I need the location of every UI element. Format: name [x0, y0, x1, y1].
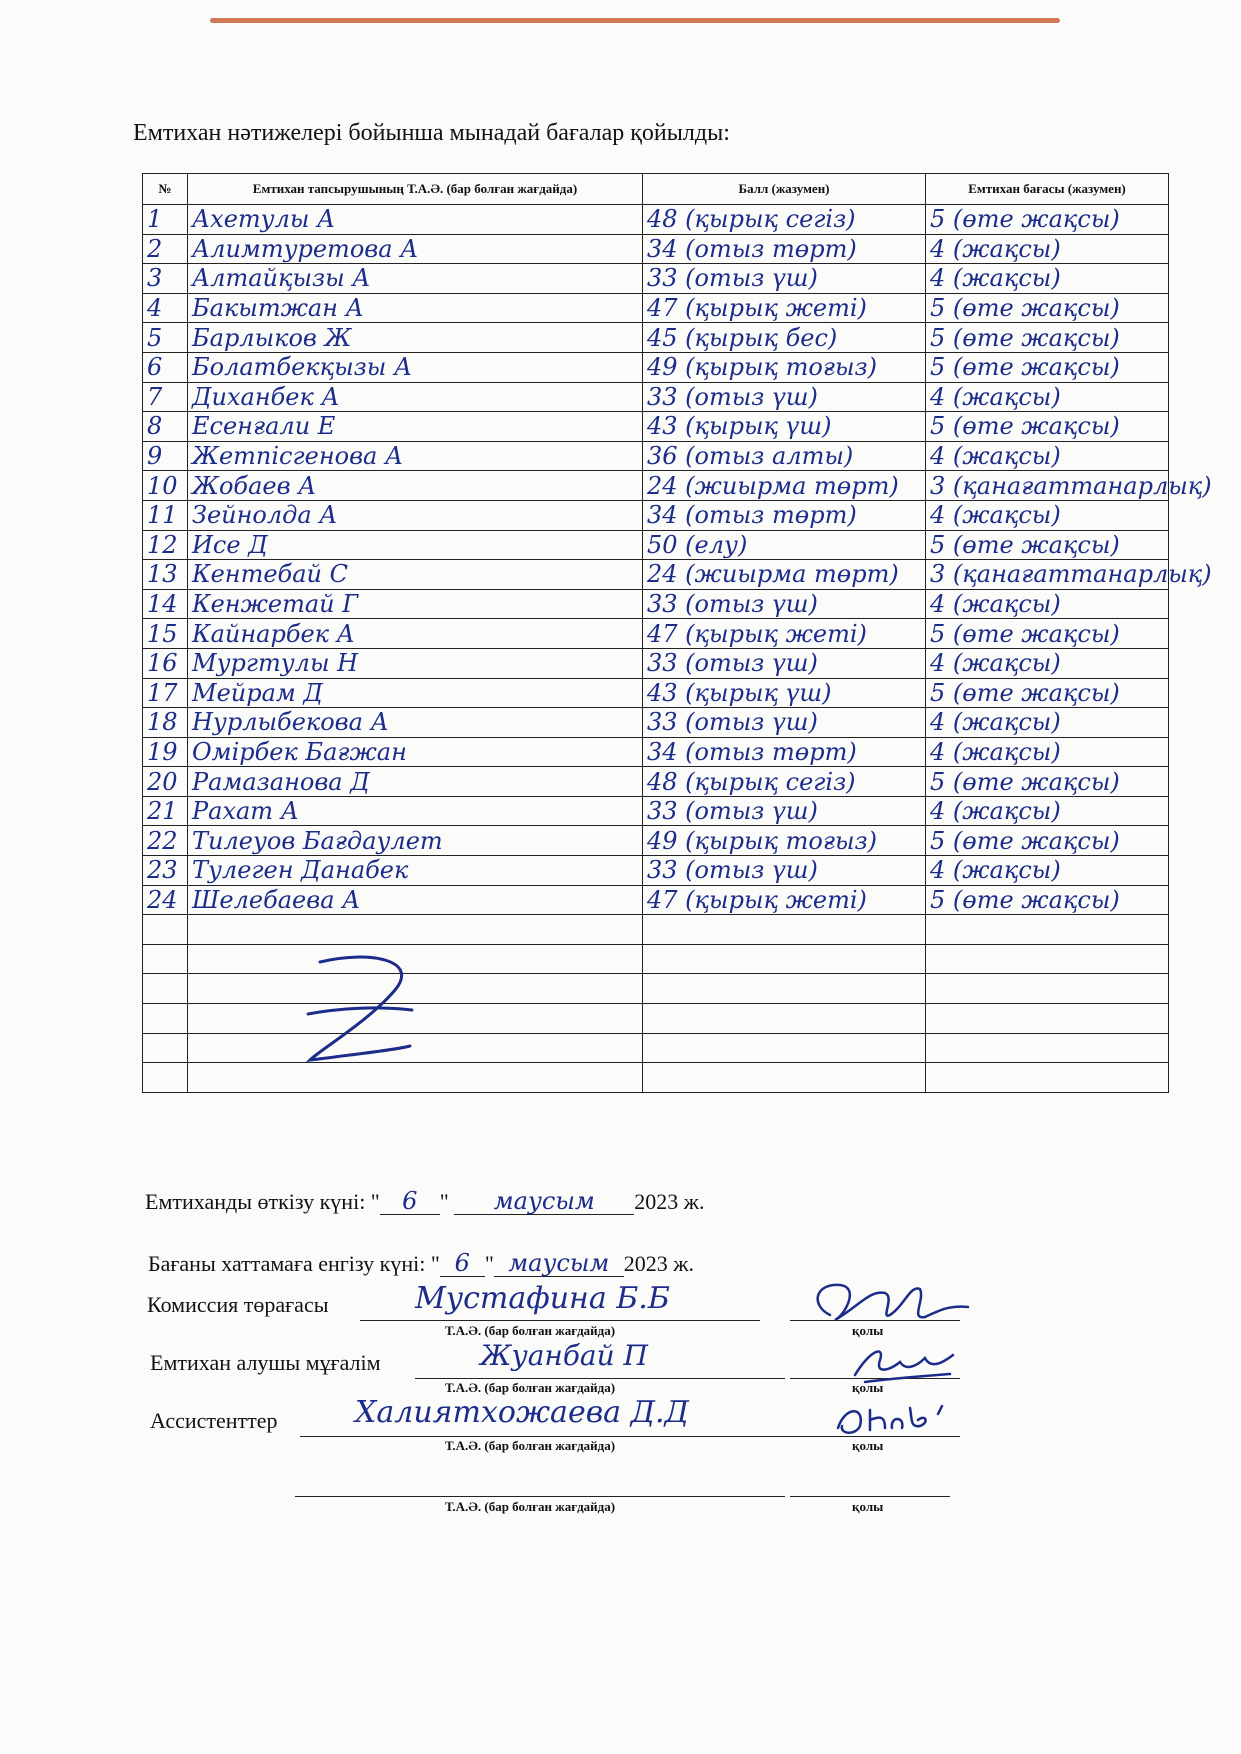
empty-cell: [143, 944, 188, 974]
table-row: [143, 412, 1169, 442]
student-name: Алтайқызы А: [188, 264, 643, 294]
student-name: Кайнарбек А: [188, 619, 643, 649]
student-name: Шелебаева А: [188, 885, 643, 915]
student-name: Мейрам Д: [188, 678, 643, 708]
grade-text: 5 (өте жақсы): [926, 767, 1169, 797]
grade-text: 4 (жақсы): [926, 648, 1169, 678]
table-row: [143, 885, 1169, 915]
row-number: 9: [143, 441, 188, 471]
row-number: 1: [143, 205, 188, 235]
row-number: 12: [143, 530, 188, 560]
empty-cell: [188, 915, 643, 945]
score-text: 47 (қырық жеті): [643, 619, 926, 649]
row-number: 5: [143, 323, 188, 353]
grade-text: 5 (өте жақсы): [926, 323, 1169, 353]
teacher-name: Жуанбай П: [480, 1339, 648, 1372]
extra-sign-caption: қолы: [852, 1499, 884, 1514]
empty-cell: [143, 1004, 188, 1034]
grades-table: [142, 173, 1212, 1093]
grade-text: 4 (жақсы): [926, 441, 1169, 471]
table-row: [143, 708, 1169, 738]
grade-text: 4 (жақсы): [926, 382, 1169, 412]
student-name: Диханбек А: [188, 382, 643, 412]
page-heading: Емтихан нәтижелері бойынша мынадай бағалар қойылды:: [133, 120, 730, 146]
score-text: 47 (қырық жеті): [643, 293, 926, 323]
student-name: Жетпісгенова А: [188, 441, 643, 471]
table-row: [143, 382, 1169, 412]
table-row: [143, 856, 1169, 886]
empty-cell: [643, 1004, 926, 1034]
score-text: 33 (отыз үш): [643, 589, 926, 619]
empty-cell: [143, 1033, 188, 1063]
student-name: Рамазанова Д: [188, 767, 643, 797]
student-name: Алимтуретова А: [188, 234, 643, 264]
assistants-label: Ассистенттер: [150, 1408, 278, 1433]
assistant-name: Халиятхожаева Д.Д: [355, 1395, 689, 1430]
header-grade: Емтихан бағасы (жазумен): [926, 174, 1169, 205]
empty-cell: [926, 915, 1169, 945]
score-text: 34 (отыз төрт): [643, 234, 926, 264]
table-row: [143, 205, 1169, 235]
row-number: 6: [143, 352, 188, 382]
score-text: 34 (отыз төрт): [643, 737, 926, 767]
header-number: №: [143, 174, 188, 205]
score-text: 45 (қырық бес): [643, 323, 926, 353]
table-row: [143, 530, 1169, 560]
score-text: 49 (қырық тоғыз): [643, 826, 926, 856]
grade-text: 4 (жақсы): [926, 856, 1169, 886]
row-number: 11: [143, 500, 188, 530]
student-name: Исе Д: [188, 530, 643, 560]
empty-table-row: [143, 944, 1169, 974]
score-text: 43 (қырық үш): [643, 412, 926, 442]
empty-cell: [143, 915, 188, 945]
row-number: 4: [143, 293, 188, 323]
grade-text: 5 (өте жақсы): [926, 205, 1169, 235]
empty-cell: [143, 1063, 188, 1093]
row-number: 13: [143, 560, 188, 590]
grade-text: 5 (өте жақсы): [926, 619, 1169, 649]
empty-cell: [926, 1063, 1169, 1093]
entry-date-quote: ": [484, 1251, 494, 1276]
student-name: Кенжетай Г: [188, 589, 643, 619]
exam-date-year: 2023 ж.: [634, 1189, 705, 1214]
empty-table-row: [143, 1063, 1169, 1093]
table-row: [143, 234, 1169, 264]
grade-text: 3 (қанағаттанарлық): [926, 471, 1169, 501]
score-text: 50 (елу): [643, 530, 926, 560]
grade-text: 4 (жақсы): [926, 589, 1169, 619]
table-header-row: [143, 174, 1169, 205]
empty-rows-strike-mark: [300, 950, 440, 1070]
exam-date-quote: ": [439, 1189, 449, 1214]
entry-date-line: [148, 1250, 694, 1277]
student-name: Омірбек Бағжан: [188, 737, 643, 767]
score-text: 48 (қырық сегіз): [643, 767, 926, 797]
exam-date-day: 6: [380, 1188, 440, 1215]
empty-cell: [643, 944, 926, 974]
row-number: 7: [143, 382, 188, 412]
top-edge-stripe: [210, 18, 1060, 23]
assistant-fio-caption: Т.А.Ә. (бар болған жағдайда): [445, 1438, 616, 1453]
grade-text: 5 (өте жақсы): [926, 412, 1169, 442]
row-number: 3: [143, 264, 188, 294]
table-row: [143, 560, 1169, 590]
empty-cell: [643, 1033, 926, 1063]
empty-cell: [643, 974, 926, 1004]
row-number: 17: [143, 678, 188, 708]
row-number: 23: [143, 856, 188, 886]
student-name: Болатбекқызы А: [188, 352, 643, 382]
table-row: [143, 767, 1169, 797]
empty-table-row: [143, 915, 1169, 945]
empty-cell: [643, 1063, 926, 1093]
score-text: 36 (отыз алты): [643, 441, 926, 471]
row-number: 24: [143, 885, 188, 915]
row-number: 8: [143, 412, 188, 442]
student-name: Тилеуов Бағдаулет: [188, 826, 643, 856]
student-name: Мургтулы Н: [188, 648, 643, 678]
exam-date-line: [145, 1188, 704, 1215]
row-number: 20: [143, 767, 188, 797]
student-name: Барлыков Ж: [188, 323, 643, 353]
grade-text: 5 (өте жақсы): [926, 293, 1169, 323]
table-row: [143, 264, 1169, 294]
score-text: 33 (отыз үш): [643, 796, 926, 826]
chair-signature: [800, 1275, 970, 1335]
exam-date-label: Емтиханды өткізу күні: ": [145, 1189, 380, 1214]
score-text: 48 (қырық сегіз): [643, 205, 926, 235]
extra-fio-caption: Т.А.Ә. (бар болған жағдайда): [445, 1499, 616, 1514]
empty-cell: [926, 974, 1169, 1004]
student-name: Тулеген Данабек: [188, 856, 643, 886]
header-score: Балл (жазумен): [643, 174, 926, 205]
chair-label: Комиссия төрағасы: [147, 1292, 329, 1317]
teacher-sign-caption: қолы: [852, 1380, 884, 1395]
grade-text: 3 (қанағаттанарлық): [926, 560, 1169, 590]
table-row: [143, 796, 1169, 826]
chair-sign-caption: қолы: [852, 1323, 884, 1338]
table-row: [143, 471, 1169, 501]
row-number: 16: [143, 648, 188, 678]
table-row: [143, 589, 1169, 619]
table-row: [143, 648, 1169, 678]
extra-sign-rule: [790, 1496, 950, 1497]
row-number: 19: [143, 737, 188, 767]
score-text: 33 (отыз үш): [643, 264, 926, 294]
entry-date-month: маусым: [494, 1250, 624, 1277]
chair-name-rule: [360, 1320, 760, 1321]
table-row: [143, 737, 1169, 767]
grade-text: 4 (жақсы): [926, 737, 1169, 767]
student-name: Зейнолда А: [188, 500, 643, 530]
row-number: 2: [143, 234, 188, 264]
grade-text: 5 (өте жақсы): [926, 352, 1169, 382]
score-text: 33 (отыз үш): [643, 648, 926, 678]
score-text: 47 (қырық жеті): [643, 885, 926, 915]
grade-text: 4 (жақсы): [926, 234, 1169, 264]
grade-text: 5 (өте жақсы): [926, 530, 1169, 560]
table-row: [143, 826, 1169, 856]
empty-cell: [643, 915, 926, 945]
exam-date-month: маусым: [454, 1188, 634, 1215]
table-row: [143, 500, 1169, 530]
empty-table-row: [143, 1033, 1169, 1063]
row-number: 14: [143, 589, 188, 619]
score-text: 34 (отыз төрт): [643, 500, 926, 530]
empty-table-row: [143, 1004, 1169, 1034]
grade-text: 5 (өте жақсы): [926, 885, 1169, 915]
entry-date-year: 2023 ж.: [623, 1251, 694, 1276]
grade-text: 4 (жақсы): [926, 708, 1169, 738]
teacher-fio-caption: Т.А.Ә. (бар болған жағдайда): [445, 1380, 616, 1395]
row-number: 22: [143, 826, 188, 856]
teacher-label: Емтихан алушы мұғалім: [150, 1350, 381, 1375]
empty-cell: [926, 944, 1169, 974]
grade-text: 4 (жақсы): [926, 264, 1169, 294]
grade-text: 4 (жақсы): [926, 500, 1169, 530]
score-text: 33 (отыз үш): [643, 708, 926, 738]
score-text: 43 (қырық үш): [643, 678, 926, 708]
entry-date-day: 6: [440, 1250, 485, 1277]
grade-text: 4 (жақсы): [926, 796, 1169, 826]
score-text: 49 (қырық тоғыз): [643, 352, 926, 382]
score-text: 24 (жиырма төрт): [643, 471, 926, 501]
table-row: [143, 293, 1169, 323]
assistant-signature: [830, 1398, 960, 1443]
entry-date-label: Бағаны хаттамаға енгізу күні: ": [148, 1251, 440, 1276]
student-name: Жобаев А: [188, 471, 643, 501]
score-text: 33 (отыз үш): [643, 382, 926, 412]
table-row: [143, 323, 1169, 353]
empty-cell: [143, 974, 188, 1004]
empty-table-row: [143, 974, 1169, 1004]
student-name: Ахетулы А: [188, 205, 643, 235]
extra-name-rule: [295, 1496, 785, 1497]
teacher-name-rule: [415, 1378, 785, 1379]
grades-table-body: [143, 205, 1212, 1093]
chair-name: Мустафина Б.Б: [415, 1281, 670, 1316]
assistant-name-rule: [300, 1436, 790, 1437]
grade-text: 5 (өте жақсы): [926, 678, 1169, 708]
student-name: Бакытжан А: [188, 293, 643, 323]
table-row: [143, 619, 1169, 649]
table-row: [143, 441, 1169, 471]
chair-fio-caption: Т.А.Ә. (бар болған жағдайда): [445, 1323, 616, 1338]
empty-cell: [926, 1004, 1169, 1034]
score-text: 24 (жиырма төрт): [643, 560, 926, 590]
row-number: 18: [143, 708, 188, 738]
table-row: [143, 678, 1169, 708]
empty-cell: [926, 1033, 1169, 1063]
score-text: 33 (отыз үш): [643, 856, 926, 886]
assistant-sign-caption: қолы: [852, 1438, 884, 1453]
row-number: 15: [143, 619, 188, 649]
student-name: Нурлыбекова А: [188, 708, 643, 738]
row-number: 10: [143, 471, 188, 501]
student-name: Рахат А: [188, 796, 643, 826]
student-name: Есенғали Е: [188, 412, 643, 442]
table-row: [143, 352, 1169, 382]
row-number: 21: [143, 796, 188, 826]
student-name: Кентебай С: [188, 560, 643, 590]
grade-text: 5 (өте жақсы): [926, 826, 1169, 856]
header-fullname: Емтихан тапсырушының Т.А.Ә. (бар болған жағдайда): [188, 174, 643, 205]
